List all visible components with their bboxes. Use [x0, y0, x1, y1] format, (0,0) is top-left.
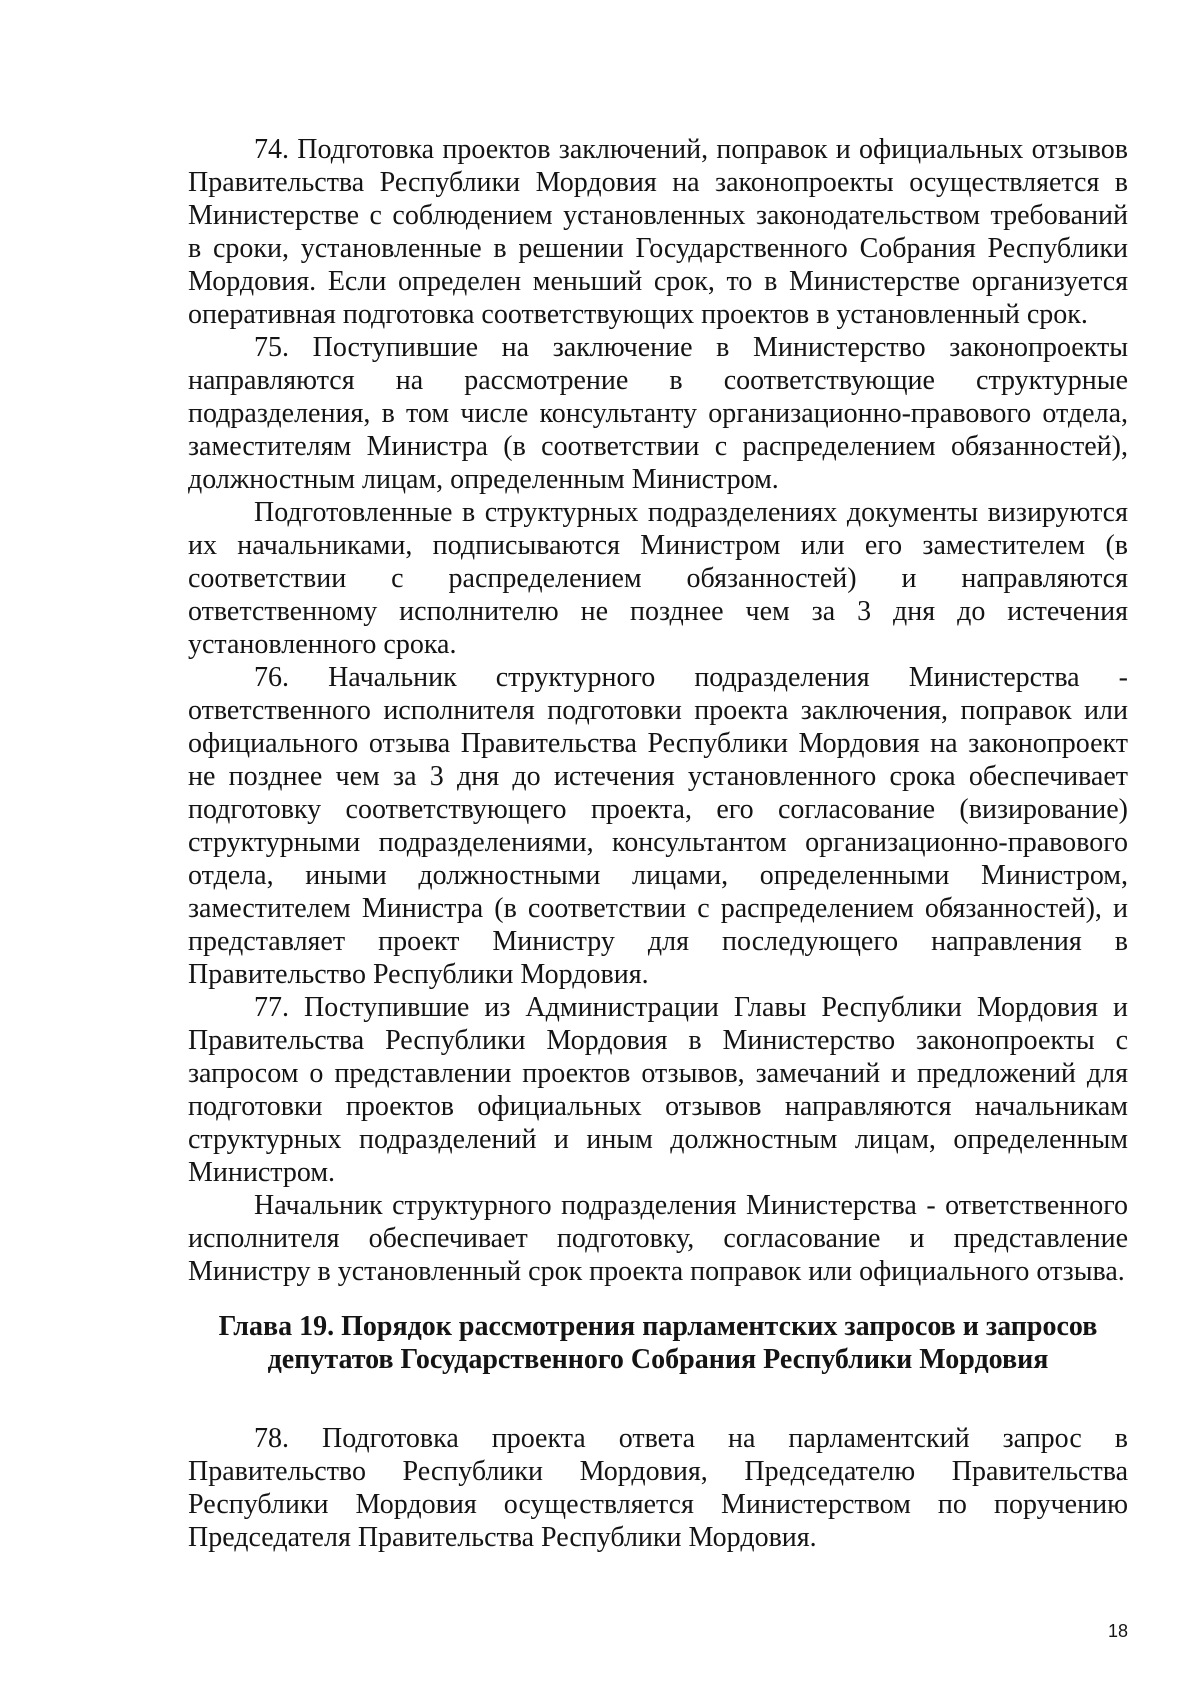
paragraph-77: 77. Поступившие из Администрации Главы Республики Мордовия и Правительства Республики Мордовия в Министерство законопроекты с запросом о представлении проектов отзывов, замечаний и предложений для подготовки проектов официальных отзывов направляются начальникам структурных подразделений и иным должностным лицам, определенным Министром. [188, 992, 1128, 1188]
paragraph-78: 78. Подготовка проекта ответа на парламентский запрос в Правительство Республики Мордовия, Председателю Правительства Республики Мордовия осуществляется Министерством по поручению Председателя Правительства Республики Мордовия. [188, 1423, 1128, 1553]
chapter-heading [188, 1310, 1128, 1376]
chapter-heading-line-2: депутатов Государственного Собрания Республики Мордовия [267, 1344, 1049, 1375]
chapter-heading-line-1: Глава 19. Порядок рассмотрения парламентских запросов и запросов [218, 1311, 1098, 1342]
page-number: 18 [1107, 1621, 1128, 1641]
paragraph-77-continuation: Начальник структурного подразделения Министерства - ответственного исполнителя обеспечивает подготовку, согласование и представление Министру в установленный срок проекта поправок или официального отзыва. [188, 1190, 1128, 1287]
paragraph-75: 75. Поступившие на заключение в Министерство законопроекты направляются на рассмотрение в соответствующие структурные подразделения, в том числе консультанту организационно-правового отдела, заместителям Министра (в соответствии с распределением обязанностей), должностным лицам, определенным Министром. [188, 332, 1128, 495]
paragraph-75-continuation: Подготовленные в структурных подразделениях документы визируются их начальниками, подписываются Министром или его заместителем (в соответствии с распределением обязанностей) и направляются ответственному исполнителю не позднее чем за 3 дня до истечения установленного срока. [188, 497, 1128, 660]
paragraph-76: 76. Начальник структурного подразделения Министерства - ответственного исполнителя подготовки проекта заключения, поправок или официального отзыва Правительства Республики Мордовия на законопроект не позднее чем за 3 дня до истечения установленного срока обеспечивает подготовку соответствующего проекта, его согласование (визирование) структурными подразделениями, консультантом организационно-правового отдела, иными должностными лицами, определенными Министром, заместителем Министра (в соответствии с распределением обязанностей), и представляет проект Министру для последующего направления в Правительство Республики Мордовия. [188, 662, 1128, 990]
paragraph-74: 74. Подготовка проектов заключений, поправок и официальных отзывов Правительства Республики Мордовия на законопроекты осуществляется в Министерстве с соблюдением установленных законодательством требований в сроки, установленные в решении Государственного Собрания Республики Мордовия. Если определен меньший срок, то в Министерстве организуется оперативная подготовка соответствующих проектов в установленный срок. [188, 134, 1128, 330]
